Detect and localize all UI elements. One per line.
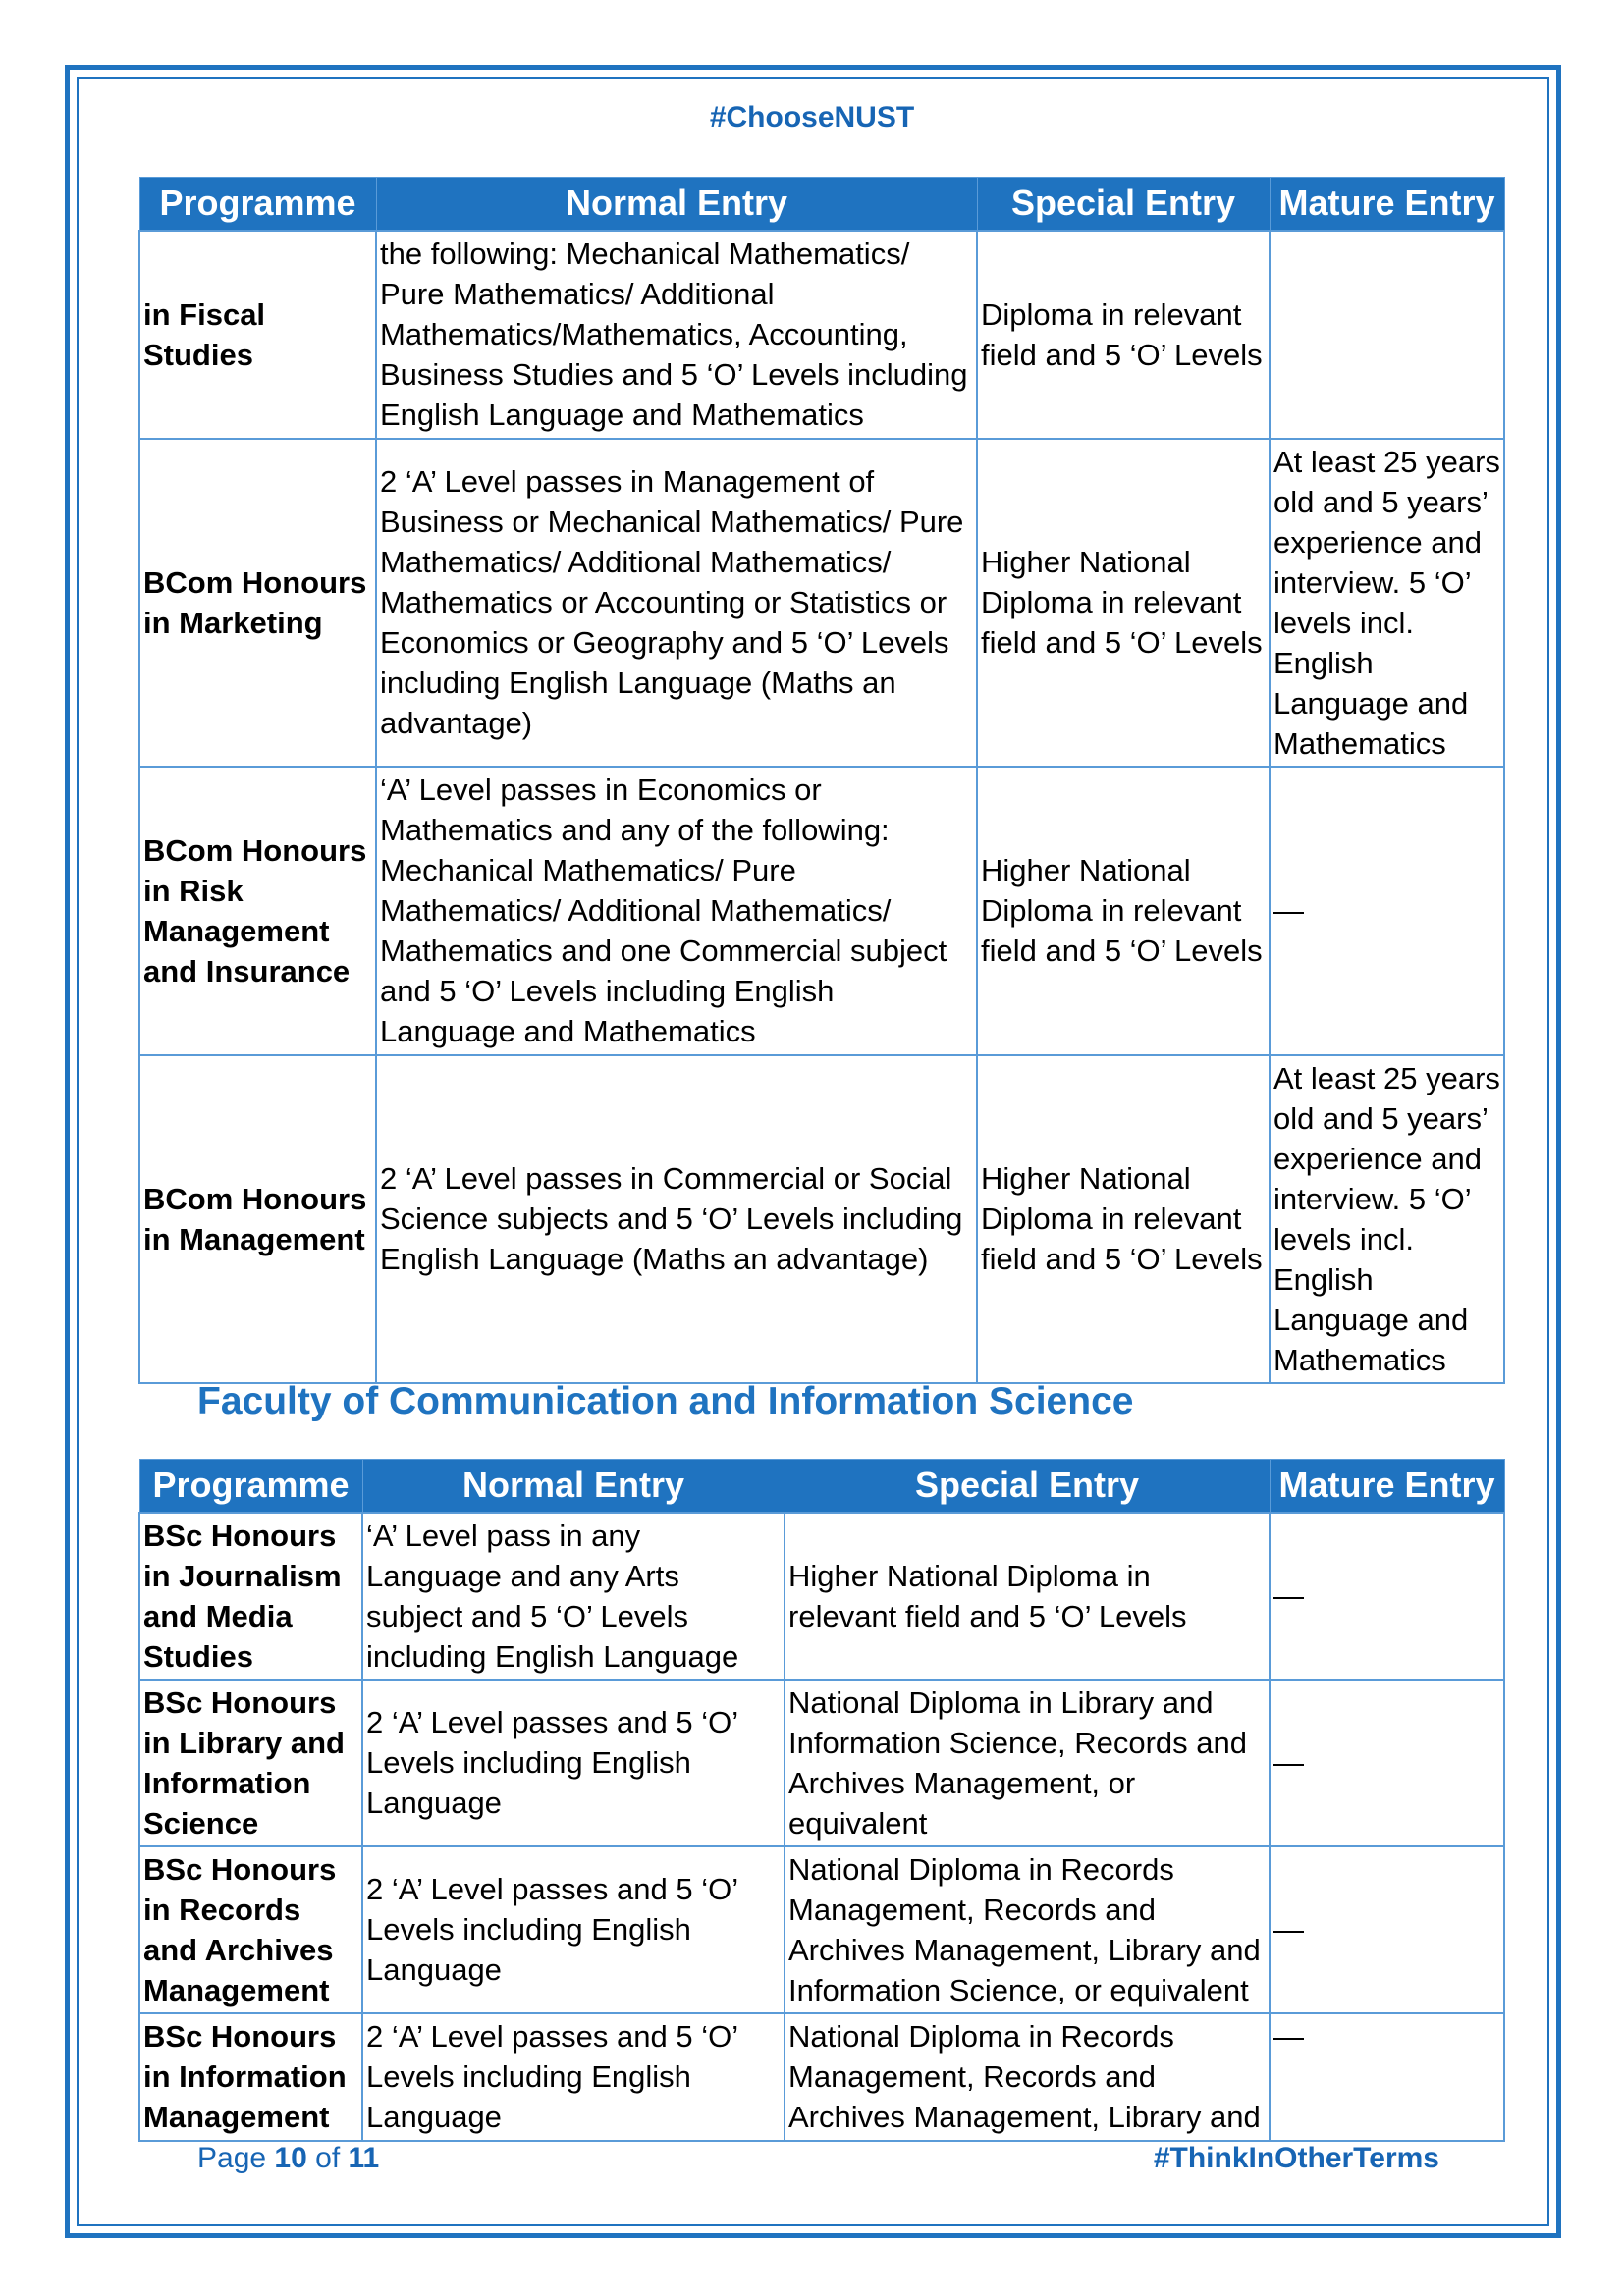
table-row: [139, 2013, 1504, 2141]
column-header-normal-entry: Normal Entry: [376, 178, 977, 231]
mature-entry-cell: —: [1270, 2013, 1504, 2141]
normal-entry-cell: 2 ‘A’ Level passes and 5 ‘O’ Levels including English Language: [362, 1680, 785, 1846]
table-header-row: [139, 1460, 1504, 1513]
footer-hashtag: #ThinkInOtherTerms: [1153, 2142, 1439, 2174]
of-word: of: [315, 2142, 341, 2174]
programme-cell: BCom Honours in Management: [139, 1055, 376, 1383]
table-row: [139, 231, 1504, 439]
column-header-special-entry: Special Entry: [977, 178, 1270, 231]
normal-entry-cell: ‘A’ Level passes in Economics or Mathematics and any of the following: Mechanical Mathematics/ Pure Mathematics/ Additional Mathematics/ Mathematics and one Commercial subject and 5 ‘O’ Levels including English Language and Mathematics: [376, 767, 977, 1055]
page-current: 10: [274, 2142, 307, 2174]
special-entry-cell: Higher National Diploma in relevant field and 5 ‘O’ Levels: [977, 439, 1270, 767]
mature-entry-cell: —: [1270, 767, 1504, 1055]
mature-entry-cell: [1270, 231, 1504, 439]
special-entry-cell: Higher National Diploma in relevant field and 5 ‘O’ Levels: [977, 767, 1270, 1055]
table-row: [139, 1513, 1504, 1680]
normal-entry-cell: 2 ‘A’ Level passes in Management of Business or Mechanical Mathematics/ Pure Mathematics/ Additional Mathematics/ Mathematics or Accounting or Statistics or Economics or Geography and 5 ‘O’ Levels including English Language (Maths an advantage): [376, 439, 977, 767]
page-total: 11: [348, 2142, 380, 2174]
column-header-special-entry: Special Entry: [785, 1460, 1270, 1513]
special-entry-cell: Diploma in relevant field and 5 ‘O’ Levels: [977, 231, 1270, 439]
column-header-normal-entry: Normal Entry: [362, 1460, 785, 1513]
special-entry-cell: National Diploma in Library and Information Science, Records and Archives Management, or equivalent: [785, 1680, 1270, 1846]
table-row: [139, 1055, 1504, 1383]
page-number: [197, 2142, 379, 2175]
admissions-table-communication: [138, 1459, 1505, 2142]
normal-entry-cell: 2 ‘A’ Level passes and 5 ‘O’ Levels including English Language: [362, 2013, 785, 2141]
mature-entry-cell: At least 25 years old and 5 years’ experience and interview. 5 ‘O’ levels incl. English Language and Mathematics: [1270, 439, 1504, 767]
mature-entry-cell: —: [1270, 1680, 1504, 1846]
column-header-programme: Programme: [139, 1460, 362, 1513]
column-header-programme: Programme: [139, 178, 376, 231]
column-header-mature-entry: Mature Entry: [1270, 1460, 1504, 1513]
normal-entry-cell: the following: Mechanical Mathematics/ Pure Mathematics/ Additional Mathematics/Mathematics, Accounting, Business Studies and 5 ‘O’ Levels including English Language and Mathematics: [376, 231, 977, 439]
programme-cell: BSc Honours in Records and Archives Management: [139, 1846, 362, 2013]
table-row: [139, 439, 1504, 767]
mature-entry-cell: At least 25 years old and 5 years’ experience and interview. 5 ‘O’ levels incl. English Language and Mathematics: [1270, 1055, 1504, 1383]
mature-entry-cell: —: [1270, 1846, 1504, 2013]
programme-cell: BSc Honours in Journalism and Media Studies: [139, 1513, 362, 1680]
mature-entry-cell: —: [1270, 1513, 1504, 1680]
programme-cell: in Fiscal Studies: [139, 231, 376, 439]
normal-entry-cell: 2 ‘A’ Level passes and 5 ‘O’ Levels including English Language: [362, 1846, 785, 2013]
table-row: [139, 1680, 1504, 1846]
special-entry-cell: Higher National Diploma in relevant field and 5 ‘O’ Levels: [977, 1055, 1270, 1383]
programme-cell: BSc Honours in Library and Information Science: [139, 1680, 362, 1846]
table-row: [139, 1846, 1504, 2013]
table-row: [139, 767, 1504, 1055]
faculty-heading: Faculty of Communication and Information Science: [197, 1380, 1134, 1422]
programme-cell: BSc Honours in Information Management: [139, 2013, 362, 2141]
special-entry-cell: National Diploma in Records Management, Records and Archives Management, Library and: [785, 2013, 1270, 2141]
column-header-mature-entry: Mature Entry: [1270, 178, 1504, 231]
programme-cell: BCom Honours in Risk Management and Insurance: [139, 767, 376, 1055]
page-word: Page: [197, 2142, 267, 2174]
special-entry-cell: Higher National Diploma in relevant field and 5 ‘O’ Levels: [785, 1513, 1270, 1680]
programme-cell: BCom Honours in Marketing: [139, 439, 376, 767]
table-header-row: [139, 178, 1504, 231]
normal-entry-cell: 2 ‘A’ Level passes in Commercial or Social Science subjects and 5 ‘O’ Levels including English Language (Maths an advantage): [376, 1055, 977, 1383]
normal-entry-cell: ‘A’ Level pass in any Language and any Arts subject and 5 ‘O’ Levels including English Language: [362, 1513, 785, 1680]
admissions-table-commerce: [138, 177, 1505, 1384]
header-hashtag: #ChooseNUST: [709, 101, 915, 133]
special-entry-cell: National Diploma in Records Management, Records and Archives Management, Library and Information Science, or equivalent: [785, 1846, 1270, 2013]
